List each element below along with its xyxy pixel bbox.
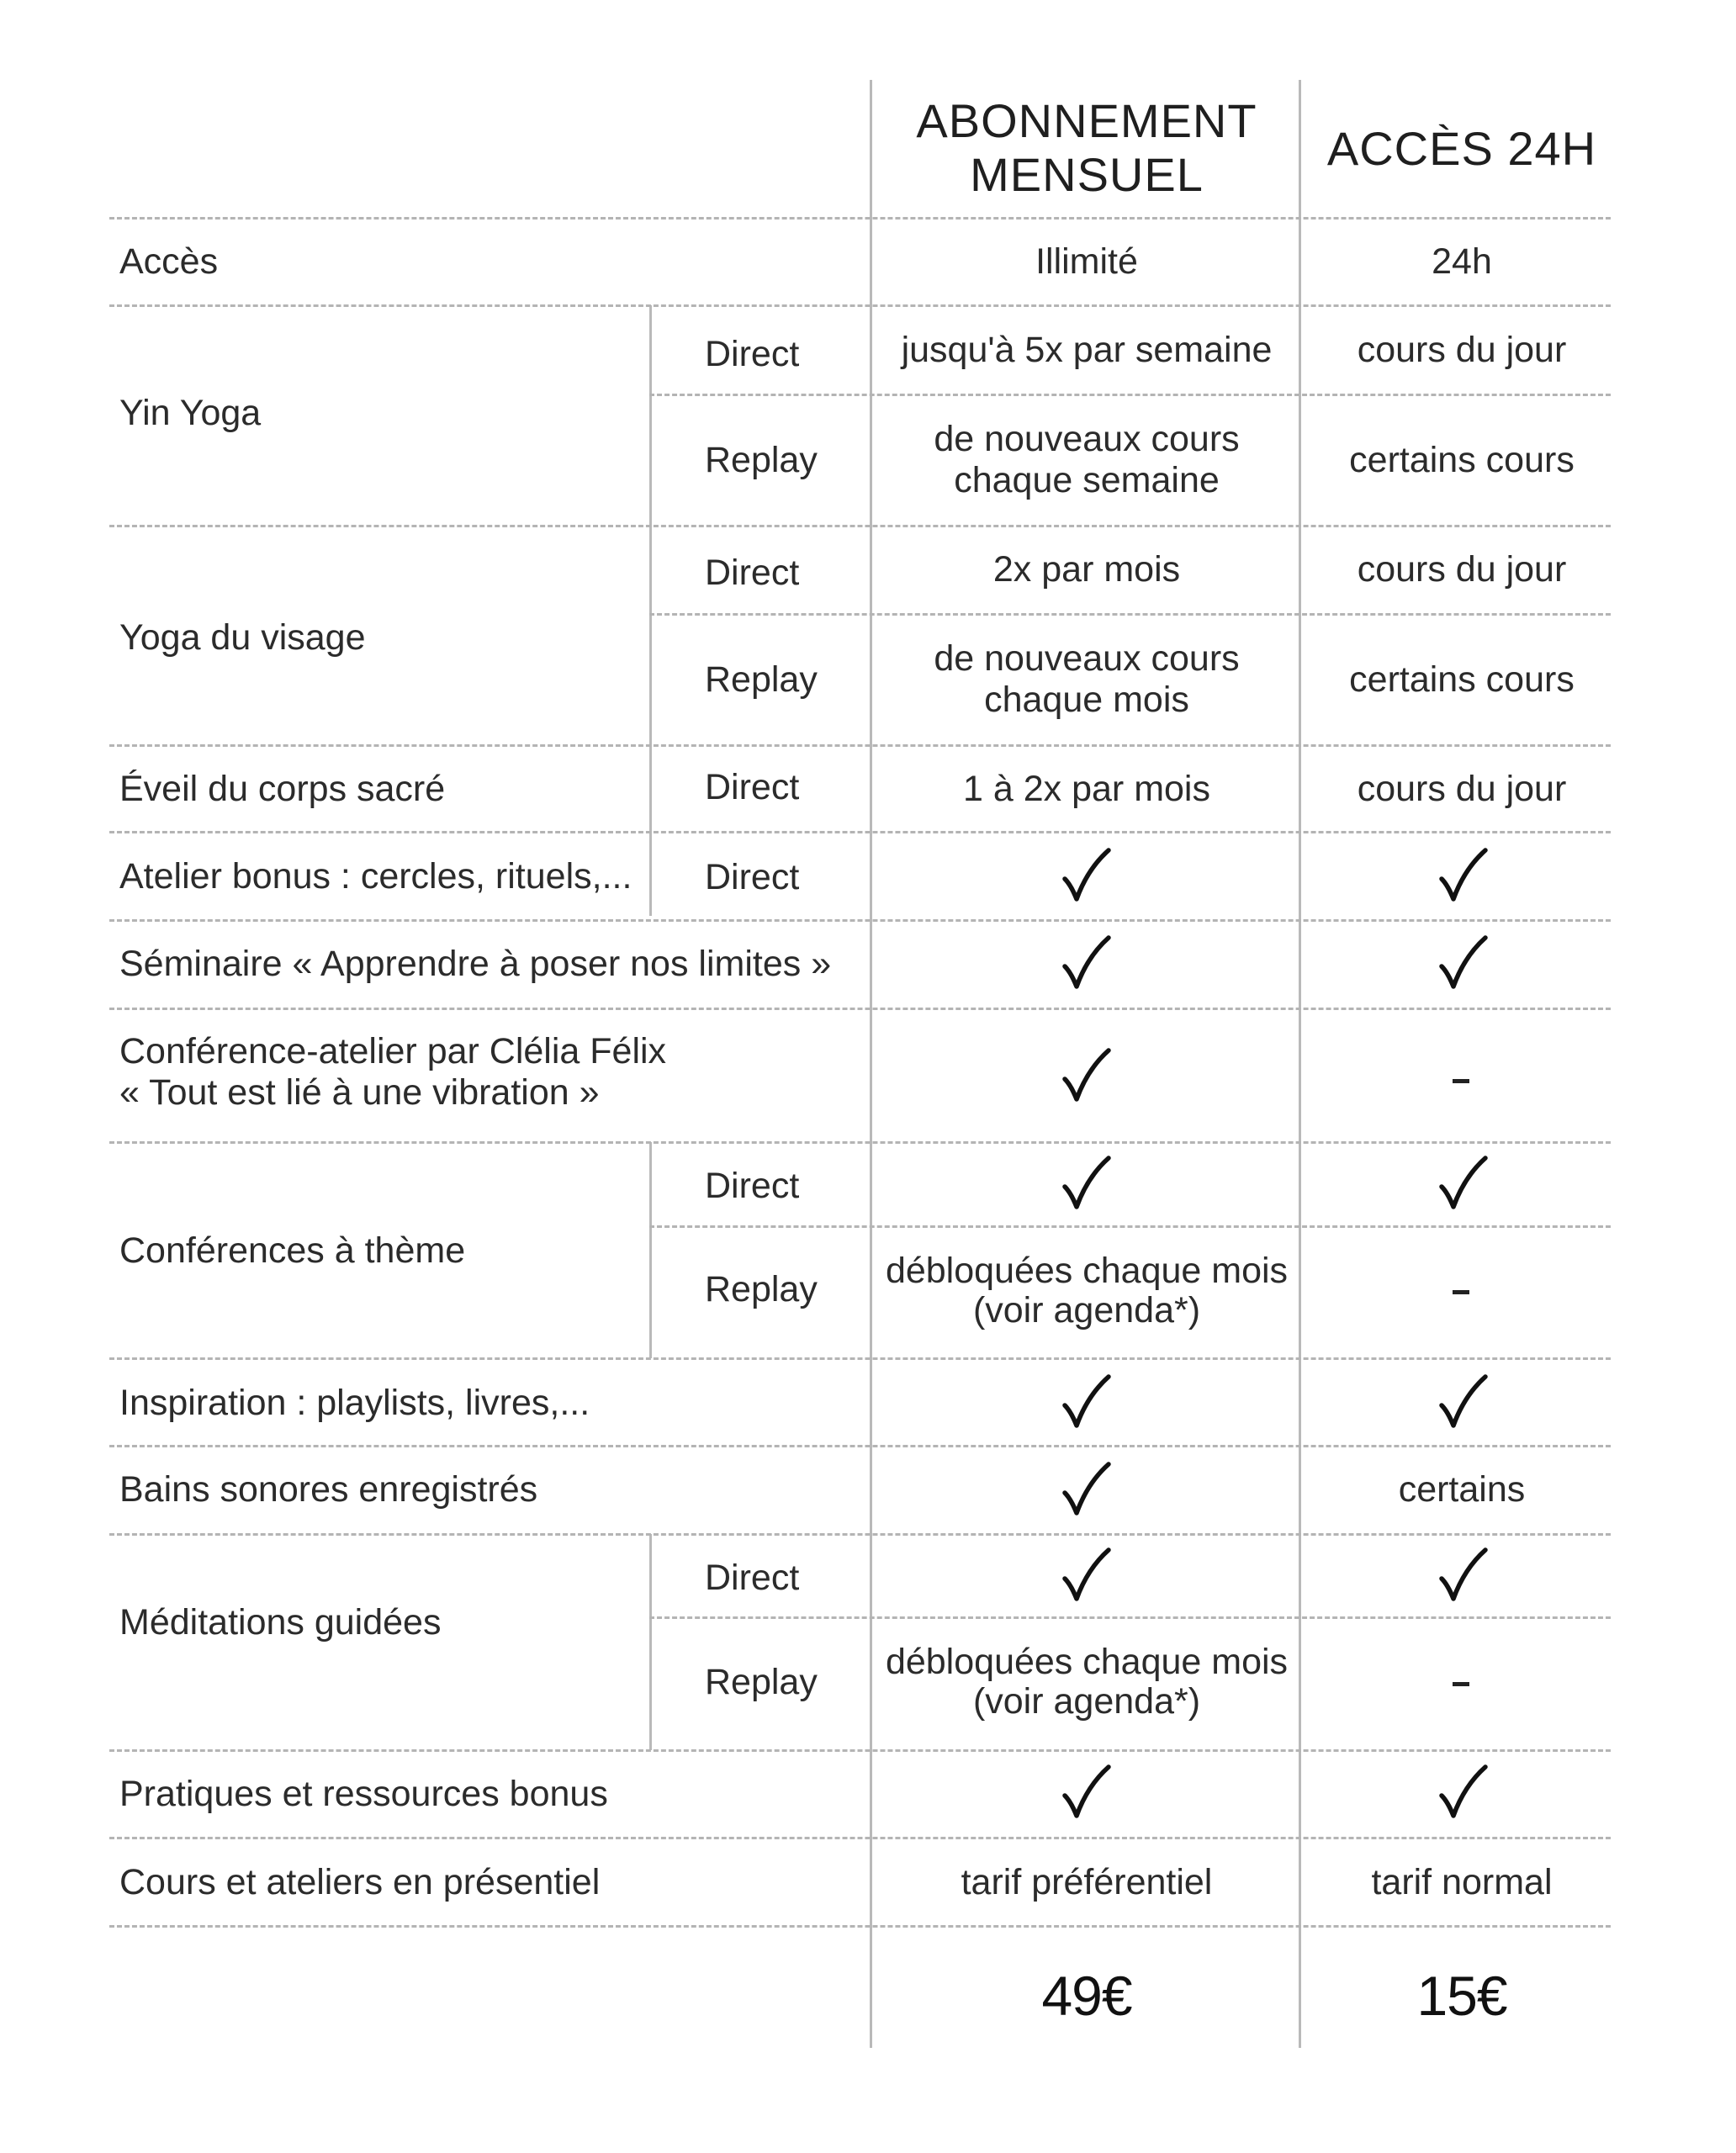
sublabel-direct: Direct (705, 857, 800, 897)
row-divider (109, 304, 1611, 307)
checkmark-icon (1061, 1461, 1112, 1518)
subrow-divider (649, 613, 1611, 616)
subcolumn-divider-visage (649, 526, 652, 916)
row-label-pratiques: Pratiques et ressources bonus (119, 1774, 608, 1814)
row-label-conferences-theme: Conférences à thème (119, 1230, 466, 1271)
row-label-atelier-bonus: Atelier bonus : cercles, rituels,... (119, 856, 632, 897)
row-label-yoga-visage: Yoga du visage (119, 617, 366, 658)
row-divider (109, 1445, 1611, 1447)
row-divider (109, 831, 1611, 833)
row-divider (109, 1141, 1611, 1144)
cell-acces-24h: 24h (1432, 241, 1492, 282)
row-divider (109, 1008, 1611, 1010)
row-divider (109, 744, 1611, 747)
checkmark-icon (1438, 847, 1489, 904)
cell-eveil-subscription: 1 à 2x par mois (963, 769, 1210, 809)
sublabel-direct: Direct (705, 767, 800, 807)
cell-yin-replay-subscription-line2: chaque semaine (954, 460, 1220, 500)
row-label-bains-sonores: Bains sonores enregistrés (119, 1469, 538, 1510)
cell-conferences-replay-subscription-line2: (voir agenda*) (972, 1290, 1201, 1330)
cell-yin-replay-subscription-line1: de nouveaux cours (934, 419, 1240, 459)
sublabel-replay: Replay (705, 659, 818, 700)
sublabel-direct: Direct (705, 553, 800, 593)
checkmark-icon (1061, 1373, 1112, 1431)
cell-visage-replay-subscription-line1: de nouveaux cours (934, 638, 1240, 679)
row-label-yin-yoga: Yin Yoga (119, 393, 262, 433)
sublabel-replay: Replay (705, 1269, 818, 1309)
cell-meditations-replay-subscription-line1: débloquées chaque mois (885, 1642, 1289, 1682)
subcolumn-divider-conferences (649, 1142, 652, 1358)
row-divider (109, 1357, 1611, 1360)
cell-visage-direct-24h: cours du jour (1357, 549, 1567, 590)
checkmark-icon (1438, 1155, 1489, 1212)
row-label-acces: Accès (119, 241, 219, 282)
price-24h: 15€ (1416, 1965, 1507, 2027)
subrow-divider (649, 1616, 1611, 1619)
sublabel-replay: Replay (705, 440, 818, 480)
checkmark-icon (1061, 1547, 1112, 1604)
row-label-presentiel: Cours et ateliers en présentiel (119, 1862, 601, 1902)
cell-visage-replay-24h: certains cours (1349, 659, 1575, 700)
cell-yin-direct-subscription: jusqu'à 5x par semaine (901, 330, 1273, 370)
cell-presentiel-24h: tarif normal (1371, 1862, 1553, 1902)
subcolumn-divider-yin (649, 305, 652, 526)
row-label-eveil: Éveil du corps sacré (119, 769, 446, 809)
cell-visage-replay-subscription-line2: chaque mois (984, 680, 1189, 720)
cell-visage-direct-subscription: 2x par mois (992, 549, 1181, 590)
sublabel-direct: Direct (705, 1558, 800, 1598)
row-label-inspiration: Inspiration : playlists, livres,... (119, 1383, 590, 1423)
dash-icon (1453, 1079, 1469, 1083)
subrow-divider (649, 394, 1611, 396)
row-divider (109, 1925, 1611, 1928)
cell-conferences-replay-subscription-line1: débloquées chaque mois (885, 1251, 1289, 1291)
checkmark-icon (1438, 1373, 1489, 1431)
price-subscription: 49€ (1041, 1965, 1132, 2027)
checkmark-icon (1061, 847, 1112, 904)
header-subscription-line2: MENSUEL (970, 148, 1204, 201)
row-divider (109, 919, 1611, 922)
dash-icon (1453, 1682, 1469, 1686)
cell-yin-replay-24h: certains cours (1349, 440, 1575, 480)
subrow-divider (649, 1225, 1611, 1228)
checkmark-icon (1438, 934, 1489, 992)
sublabel-direct: Direct (705, 334, 800, 374)
row-divider (109, 1749, 1611, 1752)
row-label-seminaire: Séminaire « Apprendre à poser nos limites » (119, 944, 832, 984)
row-divider (109, 525, 1611, 527)
row-divider (109, 217, 1611, 220)
cell-acces-subscription: Illimité (1035, 241, 1138, 282)
header-24h-access: ACCÈS 24H (1326, 122, 1597, 175)
column-divider-2 (1299, 80, 1301, 2048)
row-divider (109, 1533, 1611, 1536)
checkmark-icon (1061, 1155, 1112, 1212)
row-divider (109, 1837, 1611, 1839)
row-label-conference-atelier-line1: Conférence-atelier par Clélia Félix (119, 1031, 667, 1071)
row-label-conference-atelier-line2: « Tout est lié à une vibration » (119, 1072, 600, 1113)
cell-presentiel-subscription: tarif préférentiel (961, 1862, 1213, 1902)
checkmark-icon (1438, 1764, 1489, 1821)
cell-bains-24h: certains (1398, 1469, 1526, 1510)
sublabel-replay: Replay (705, 1662, 818, 1702)
checkmark-icon (1061, 1047, 1112, 1104)
sublabel-direct: Direct (705, 1166, 800, 1206)
column-divider-1 (870, 80, 872, 2048)
subcolumn-divider-meditations (649, 1534, 652, 1750)
cell-meditations-replay-subscription-line2: (voir agenda*) (972, 1681, 1201, 1722)
checkmark-icon (1061, 934, 1112, 992)
header-subscription-line1: ABONNEMENT (916, 94, 1257, 147)
cell-yin-direct-24h: cours du jour (1357, 330, 1567, 370)
checkmark-icon (1438, 1547, 1489, 1604)
checkmark-icon (1061, 1764, 1112, 1821)
row-label-meditations: Méditations guidées (119, 1602, 442, 1643)
dash-icon (1453, 1290, 1469, 1294)
cell-eveil-24h: cours du jour (1357, 769, 1567, 809)
